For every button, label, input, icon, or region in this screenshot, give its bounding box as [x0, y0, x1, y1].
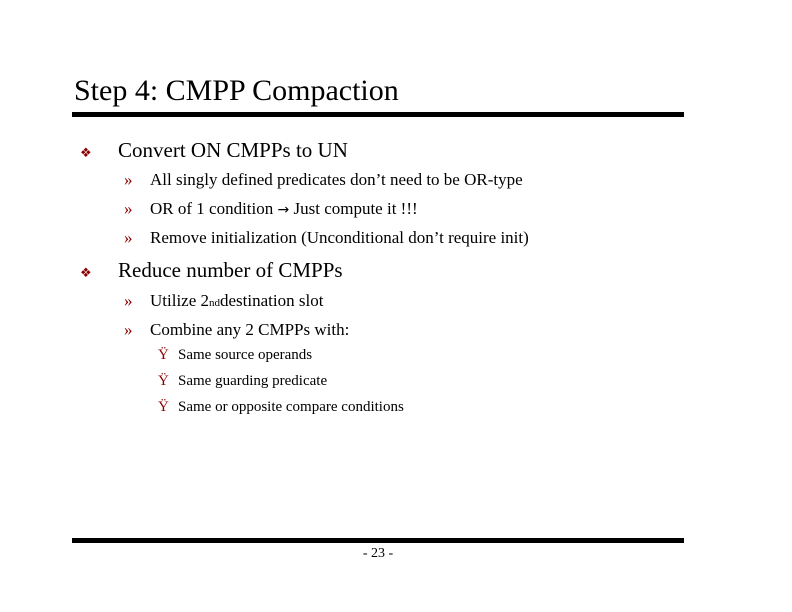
sub-bullet-text: Just compute it !!!	[293, 199, 418, 218]
slide-title: Step 4: CMPP Compaction	[74, 74, 399, 107]
sub-sub-bullet-text: Same source operands	[178, 347, 313, 363]
chevron-bullet-icon: »	[124, 320, 133, 339]
sub-bullet	[124, 320, 349, 340]
bullet-convert	[80, 138, 348, 163]
sub-bullet: » Utilize 2 nd destination slot	[124, 291, 324, 310]
chevron-bullet-icon: »	[124, 291, 133, 310]
sub-sub-bullet	[158, 399, 404, 416]
sub-bullet	[124, 228, 529, 248]
sub-bullet-text: Utilize 2	[150, 291, 210, 310]
bullet-text: Reduce number of CMPPs	[118, 258, 343, 282]
footer-divider	[72, 538, 684, 543]
y-bullet-icon: Ÿ	[158, 373, 169, 389]
sub-bullet-text: OR of 1 condition	[150, 199, 274, 218]
y-bullet-icon: Ÿ	[158, 347, 169, 363]
sub-bullet-text: Combine any 2 CMPPs with:	[150, 320, 350, 339]
bullet-text: Convert ON CMPPs to UN	[118, 138, 348, 162]
bullet-reduce	[80, 258, 343, 283]
chevron-bullet-icon: »	[124, 228, 133, 247]
sub-sub-bullet-text: Same or opposite compare conditions	[178, 399, 404, 415]
sub-sub-bullet	[158, 347, 312, 364]
sub-sub-bullet-text: Same guarding predicate	[178, 373, 328, 389]
page-number: - 23 -	[362, 546, 394, 561]
sub-bullet-text: destination slot	[220, 291, 324, 310]
diamond-bullet-icon: ❖	[80, 266, 92, 281]
sub-bullet	[124, 199, 418, 219]
right-arrow-icon: →	[277, 202, 290, 218]
title-divider	[72, 112, 684, 117]
sub-bullet-text: All singly defined predicates don’t need to be OR-type	[150, 170, 523, 189]
sub-sub-bullet	[158, 373, 327, 390]
chevron-bullet-icon: »	[124, 199, 133, 218]
chevron-bullet-icon: »	[124, 170, 133, 189]
sub-bullet-text: Remove initialization (Unconditional don’t require init)	[150, 228, 529, 247]
diamond-bullet-icon: ❖	[80, 146, 92, 161]
sub-bullet	[124, 170, 523, 190]
y-bullet-icon: Ÿ	[158, 399, 169, 415]
